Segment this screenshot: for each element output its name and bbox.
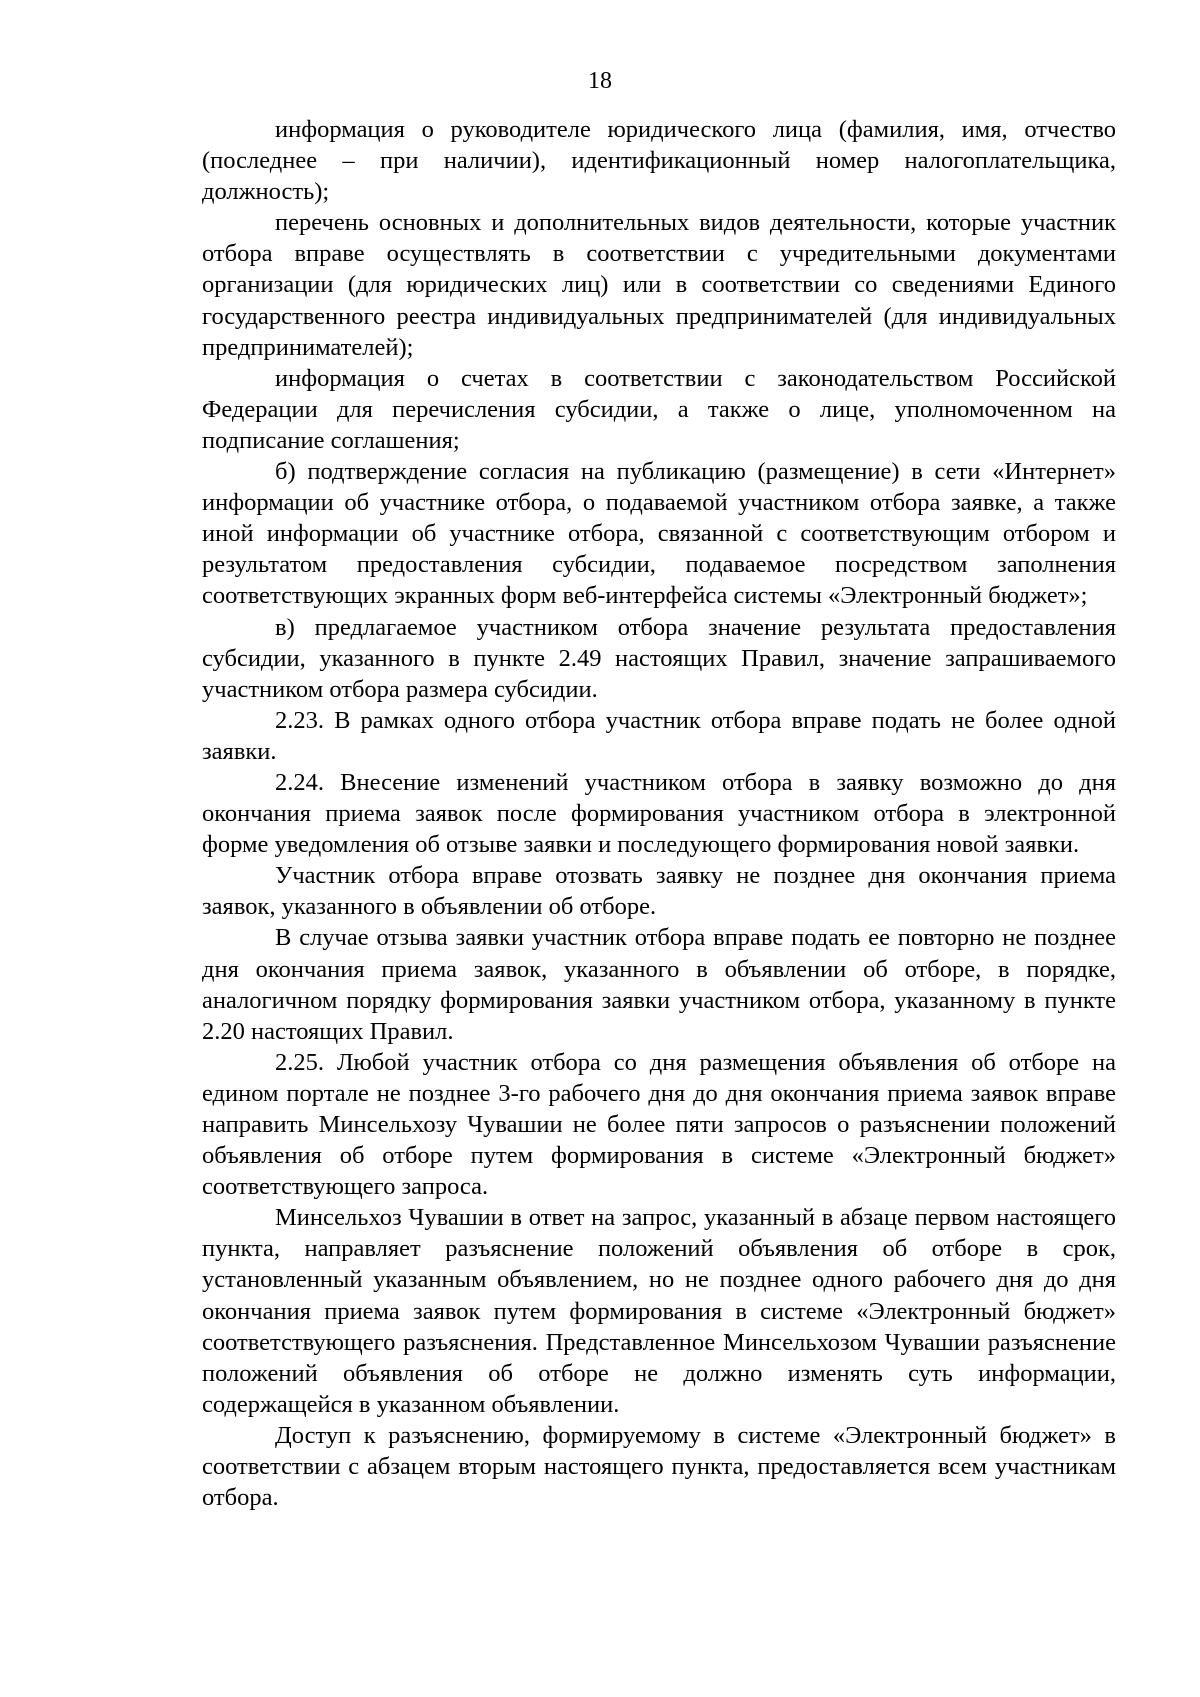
paragraph-2-24: 2.24. Внесение изменений участником отбора в заявку возможно до дня окончания приема заявок после формирования участником отбора в электронной форме уведомления об отзыве заявки и последующего формирования новой заявки. [202, 768, 1116, 859]
paragraph-withdraw-application: Участник отбора вправе отозвать заявку не позднее дня окончания приема заявок, указанного в объявлении об отборе. [202, 862, 1116, 921]
page-number: 18 [588, 68, 612, 94]
paragraph-proposed-result: в) предлагаемое участником отбора значение результата предоставления субсидии, указанного в пункте 2.49 настоящих Правил, значение запрашиваемого участником отбора размера субсидии. [202, 613, 1116, 703]
paragraph-legal-entity-head-info: информация о руководителе юридического лица (фамилия, имя, отчество (последнее – при наличии), идентификационный номер налогоплательщика, должность); [202, 116, 1116, 206]
paragraph-ministry-response: Минсельхоз Чувашии в ответ на запрос, указанный в абзаце первом настоящего пункта, направляет разъяснение положений объявления об отборе в срок, установленный указанным объявлением, но не позднее одного рабочего дня до дня окончания приема заявок путем формирования в системе «Электронный бюджет» соответствующего разъяснения. Представленное Минсельхозом Чувашии разъяснение положений объявления об отборе не должно изменять суть информации, содержащейся в указанном объявлении. [202, 1204, 1116, 1418]
paragraph-account-info: информация о счетах в соответствии с законодательством Российской Федерации для перечисления субсидии, а также о лице, уполномоченном на подписание соглашения; [202, 364, 1116, 454]
paragraph-resubmit-application: В случае отзыва заявки участник отбора вправе подать ее повторно не позднее дня окончания приема заявок, указанного в объявлении об отборе, в порядке, аналогичном порядку формирования заявки участником отбора, указанному в пункте 2.20 настоящих Правил. [202, 924, 1116, 1045]
paragraph-activity-types: перечень основных и дополнительных видов деятельности, которые участник отбора вправе осуществлять в соответствии с учредительными документами организации (для юридических лиц) или в соответствии со сведениями Единого государственного реестра индивидуальных предпринимателей (для индивидуальных предпринимателей); [202, 209, 1116, 361]
paragraph-2-23: 2.23. В рамках одного отбора участник отбора вправе подать не более одной заявки. [202, 706, 1116, 765]
paragraph-2-25: 2.25. Любой участник отбора со дня размещения объявления об отборе на едином портале не позднее 3-го рабочего дня до дня окончания приема заявок вправе направить Минсельхозу Чувашии не более пяти запросов о разъяснении положений объявления об отборе путем формирования в системе «Электронный бюджет» соответствующего запроса. [202, 1048, 1116, 1201]
paragraph-consent-publication: б) подтверждение согласия на публикацию (размещение) в сети «Интернет» информации об участнике отбора, о подаваемой участником отбора заявке, а также иной информации об участнике отбора, связанной с соответствующим отбором и результатом предоставления субсидии, подаваемое посредством заполнения соответствующих экранных форм веб-интерфейса системы «Электронный бюджет»; [202, 458, 1116, 610]
paragraph-access-to-clarification: Доступ к разъяснению, формируемому в системе «Электронный бюджет» в соответствии с абзацем вторым настоящего пункта, предоставляется всем участникам отбора. [202, 1421, 1116, 1512]
document-body [202, 114, 1116, 1513]
